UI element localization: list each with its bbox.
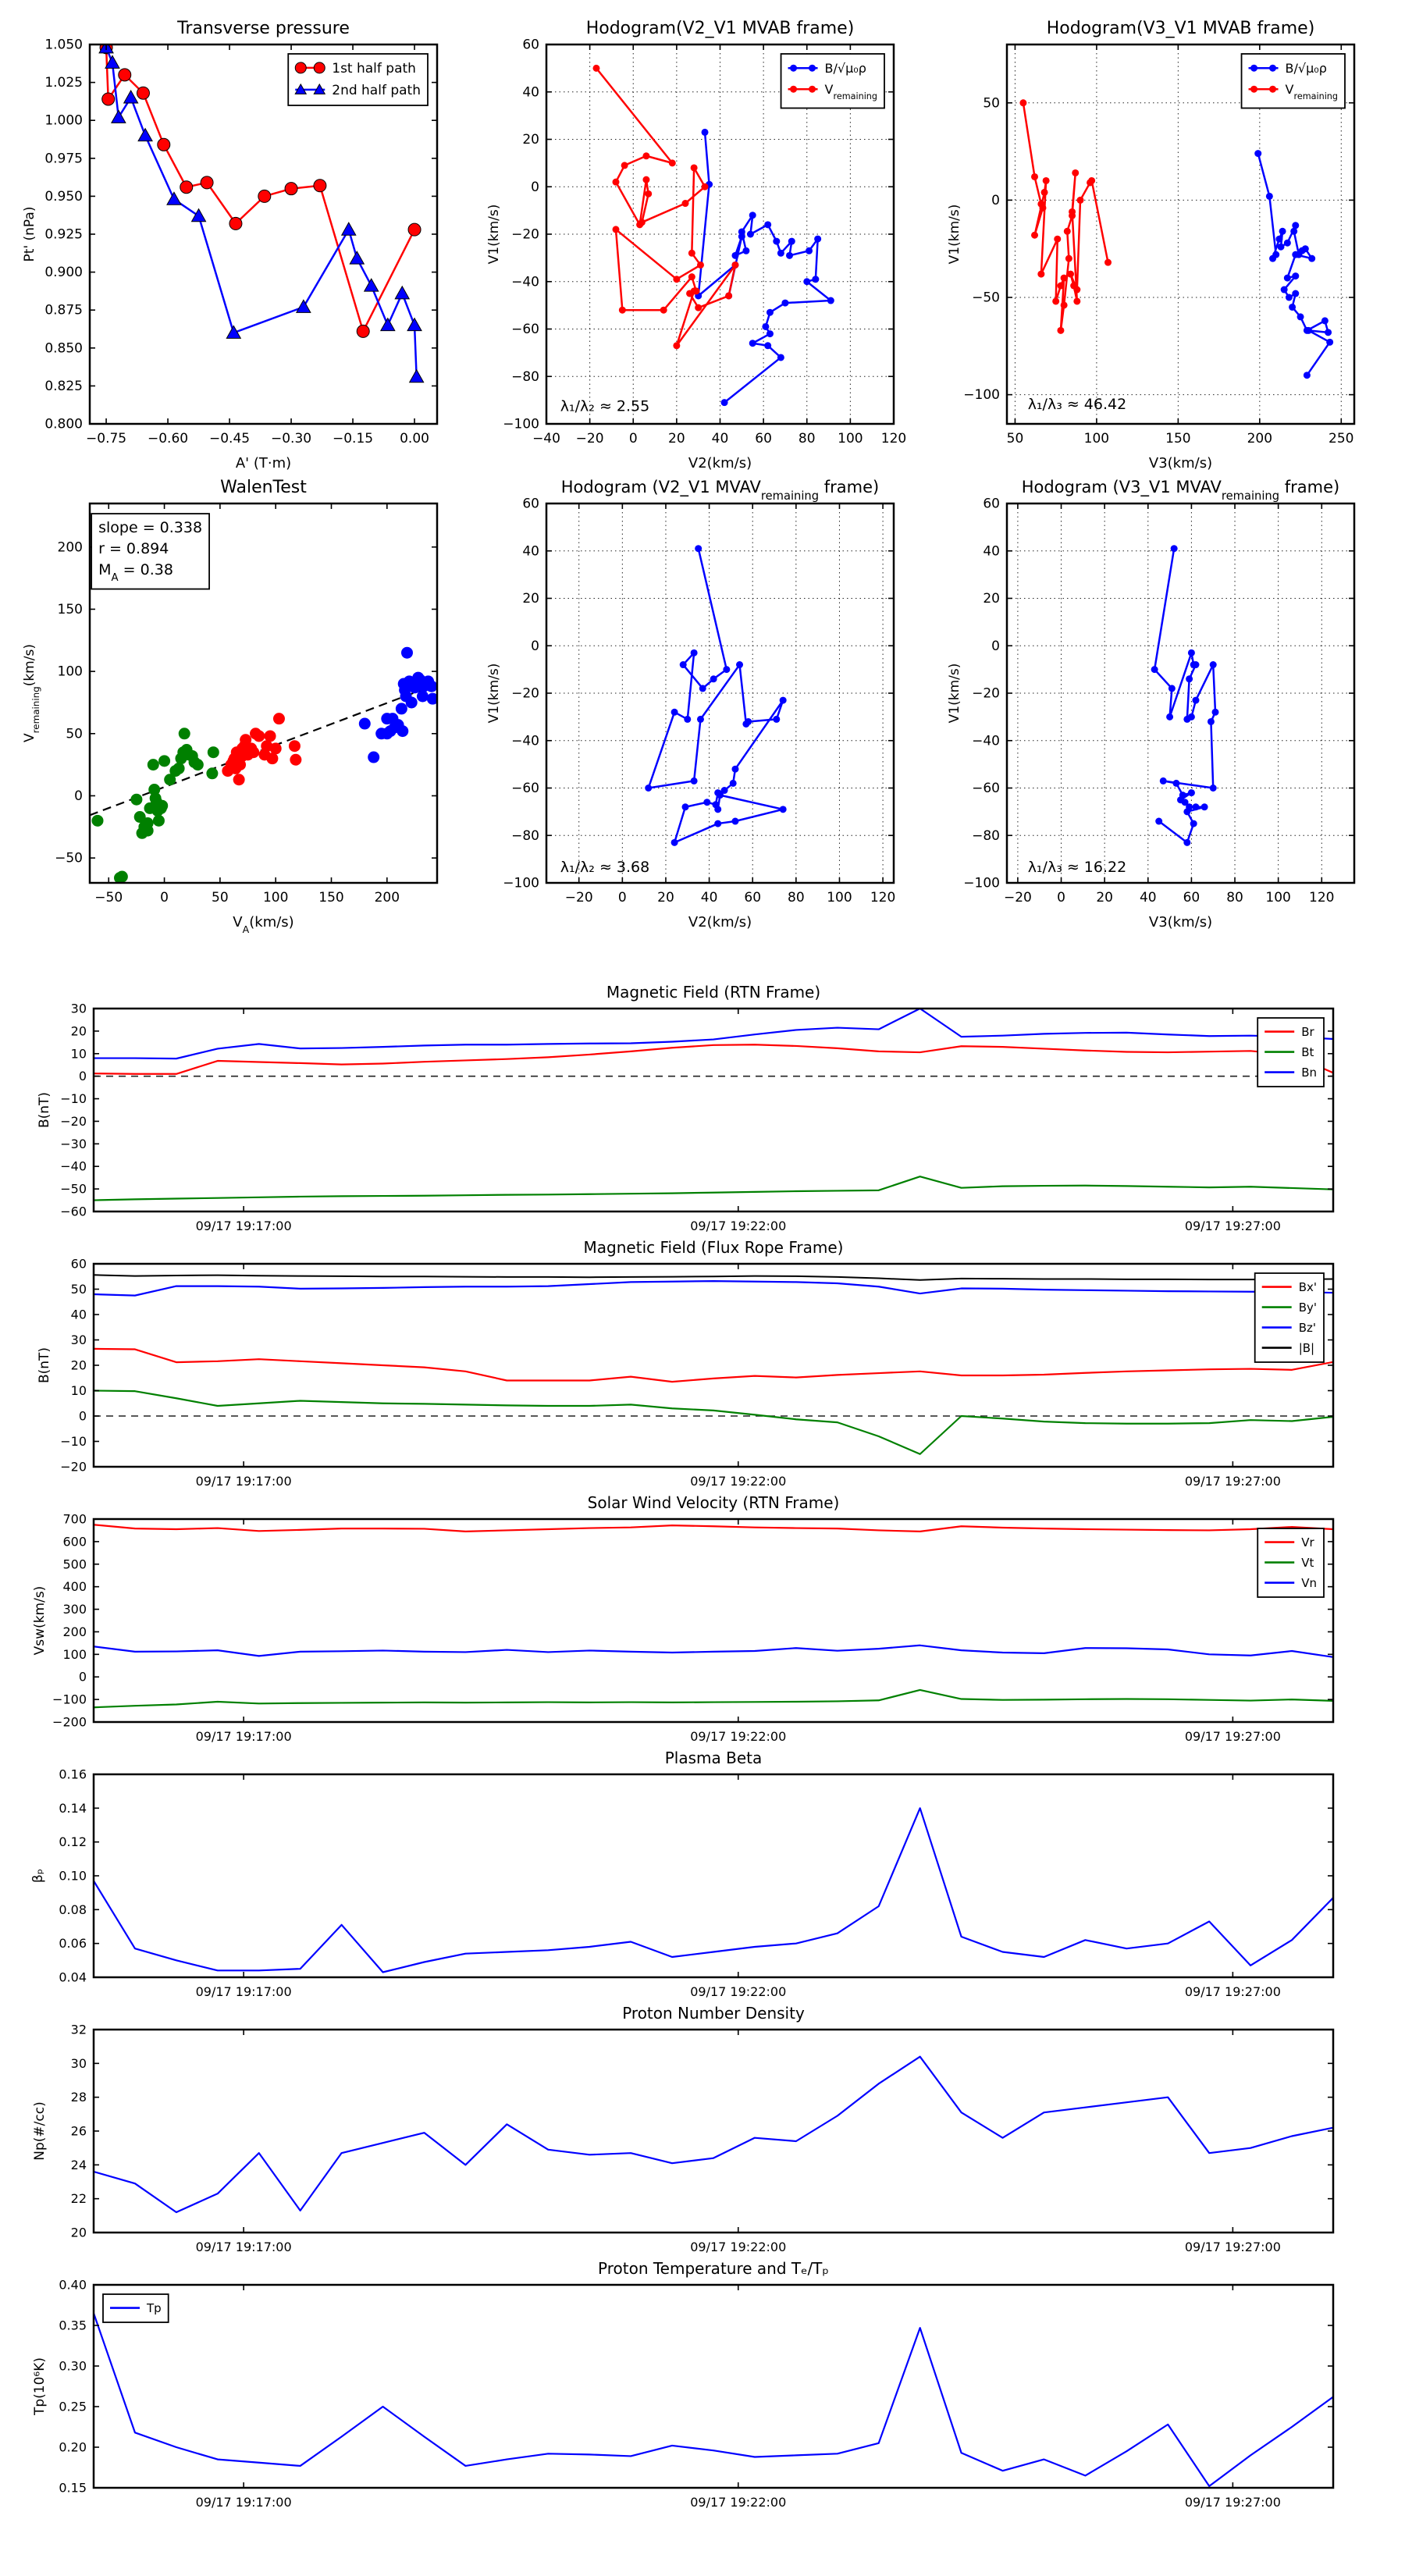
svg-text:V3(km/s): V3(km/s) — [1148, 914, 1213, 930]
svg-text:40: 40 — [522, 84, 539, 101]
svg-text:20: 20 — [70, 1357, 87, 1373]
legend-hodogram-v2v1-mvab — [781, 54, 884, 109]
svg-text:500: 500 — [62, 1557, 87, 1572]
svg-text:0: 0 — [160, 890, 169, 906]
svg-text:Pt' (nPa): Pt' (nPa) — [22, 206, 37, 262]
svg-text:−80: −80 — [972, 827, 1000, 844]
svg-text:60: 60 — [744, 890, 762, 906]
svg-text:0: 0 — [628, 431, 638, 447]
svg-text:300: 300 — [62, 1602, 87, 1617]
svg-text:Bn: Bn — [1301, 1066, 1317, 1080]
svg-text:−30: −30 — [60, 1136, 87, 1151]
svg-text:V2(km/s): V2(km/s) — [688, 455, 752, 471]
svg-text:B(nT): B(nT) — [37, 1091, 52, 1129]
svg-text:−100: −100 — [52, 1692, 87, 1707]
svg-text:09/17 19:17:00: 09/17 19:17:00 — [195, 1474, 292, 1489]
svg-text:50: 50 — [1006, 431, 1024, 447]
svg-text:λ₁/λ₃ ≈ 46.42: λ₁/λ₃ ≈ 46.42 — [1027, 396, 1127, 414]
svg-text:VA(km/s): $V_A(km/s)$ — [233, 914, 294, 935]
svg-text:−20: −20 — [60, 1459, 87, 1475]
svg-text:30: 30 — [70, 1332, 87, 1347]
svg-text:40: 40 — [711, 431, 729, 447]
svg-text:100: 100 — [57, 664, 83, 680]
svg-text:0.20: 0.20 — [59, 2439, 87, 2455]
legend-proton-temperature — [103, 2294, 169, 2322]
svg-text:60: 60 — [755, 431, 772, 447]
chart-proton-number-density — [32, 2004, 1333, 2254]
chart-title-magnetic-field-rtn: Magnetic Field (RTN Frame) — [606, 983, 821, 1002]
annotation-hodogram-v2v1-mvab — [560, 398, 649, 415]
svg-text:−50: −50 — [60, 1181, 87, 1197]
svg-text:0: 0 — [617, 890, 627, 906]
svg-text:22: 22 — [70, 2191, 87, 2207]
svg-text:0: 0 — [991, 192, 1000, 208]
svg-text:0.900: 0.900 — [44, 265, 83, 281]
svg-text:100: 100 — [838, 431, 863, 447]
svg-text:A' (T·m): A' (T·m) — [235, 455, 292, 471]
svg-text:20: 20 — [70, 1023, 87, 1039]
svg-text:0.850: 0.850 — [44, 340, 83, 357]
svg-text:−0.75: −0.75 — [86, 431, 127, 447]
legend-magnetic-field-flux-rope — [1255, 1273, 1324, 1362]
svg-text:40: 40 — [522, 543, 539, 560]
svg-text:50: 50 — [66, 726, 83, 742]
svg-text:−60: −60 — [60, 1204, 87, 1219]
svg-text:50: 50 — [212, 890, 229, 906]
svg-text:40: 40 — [1139, 890, 1157, 906]
chart-title-hodogram-v2v1-mvab: Hodogram(V2_V1 MVAB frame) — [585, 19, 855, 38]
annotation-hodogram-v3v1-mvab — [1028, 396, 1127, 413]
plot-area-solar-wind-velocity — [94, 1525, 1333, 1707]
annotation-hodogram-v2v1-mvav — [560, 859, 649, 876]
svg-text:20: 20 — [1096, 890, 1113, 906]
svg-text:−20: −20 — [60, 1113, 87, 1129]
svg-text:60: 60 — [70, 1256, 87, 1272]
svg-text:λ₁/λ₃ ≈ 16.22: λ₁/λ₃ ≈ 16.22 — [1027, 859, 1127, 877]
chart-title-proton-number-density: Proton Number Density — [622, 2004, 805, 2023]
legend-solar-wind-velocity — [1257, 1528, 1324, 1597]
svg-text:09/17 19:27:00: 09/17 19:27:00 — [1184, 1729, 1281, 1744]
svg-text:100: 100 — [262, 890, 289, 906]
svg-text:26: 26 — [70, 2123, 87, 2139]
svg-text:50: 50 — [983, 95, 1000, 112]
svg-text:−40: −40 — [60, 1158, 87, 1174]
svg-text:0.950: 0.950 — [44, 188, 83, 205]
svg-text:−20: −20 — [972, 685, 1000, 702]
svg-text:20: 20 — [522, 591, 539, 607]
legend-hodogram-v3v1-mvab — [1242, 54, 1345, 109]
chart-walen-test — [22, 478, 437, 935]
svg-text:B(nT): B(nT) — [37, 1347, 52, 1384]
svg-text:−0.45: −0.45 — [208, 431, 251, 447]
chart-plasma-beta — [30, 1749, 1333, 1999]
svg-text:λ₁/λ₂ ≈ 3.68: λ₁/λ₂ ≈ 3.68 — [560, 859, 650, 877]
svg-text:28: 28 — [70, 2090, 87, 2105]
svg-text:0.00: 0.00 — [400, 431, 429, 447]
chart-title-hodogram-v3v1-mvav: Hodogram (V3_V1 $MVAV_{remaining}$ frame) — [1021, 478, 1340, 503]
plot-area-magnetic-field-flux-rope — [94, 1275, 1333, 1453]
svg-text:Vn: Vn — [1301, 1576, 1317, 1590]
svg-text:0: 0 — [531, 179, 539, 195]
svg-text:09/17 19:27:00: 09/17 19:27:00 — [1184, 1984, 1281, 1999]
plot-area-hodogram-v3v1-mvab — [1019, 99, 1333, 379]
svg-text:20: 20 — [668, 431, 685, 447]
svg-text:0.12: 0.12 — [59, 1834, 87, 1850]
svg-text:09/17 19:22:00: 09/17 19:22:00 — [690, 1984, 787, 1999]
chart-hodogram-v3v1-mvab — [947, 19, 1354, 471]
svg-text:1.000: 1.000 — [44, 112, 83, 129]
svg-text:09/17 19:27:00: 09/17 19:27:00 — [1184, 1219, 1281, 1233]
svg-text:Vsw(km/s): Vsw(km/s) — [32, 1585, 48, 1656]
svg-text:Vt: Vt — [1301, 1556, 1314, 1570]
svg-text:βₚ: βₚ — [30, 1868, 46, 1884]
svg-text:−100: −100 — [503, 416, 539, 432]
svg-text:0.08: 0.08 — [59, 1902, 87, 1917]
chart-title-magnetic-field-flux-rope: Magnetic Field (Flux Rope Frame) — [583, 1238, 844, 1257]
svg-text:0: 0 — [1057, 890, 1065, 906]
svg-text:60: 60 — [1183, 890, 1200, 906]
svg-text:0.25: 0.25 — [59, 2399, 87, 2414]
svg-text:By': By' — [1298, 1300, 1317, 1315]
svg-text:0.975: 0.975 — [44, 151, 83, 167]
svg-text:09/17 19:22:00: 09/17 19:22:00 — [690, 1729, 787, 1744]
svg-text:09/17 19:22:00: 09/17 19:22:00 — [690, 1219, 787, 1233]
svg-text:24: 24 — [70, 2157, 87, 2172]
svg-text:−0.15: −0.15 — [332, 431, 374, 447]
svg-text:−20: −20 — [1003, 890, 1032, 906]
svg-text:−200: −200 — [52, 1714, 87, 1730]
svg-text:09/17 19:27:00: 09/17 19:27:00 — [1184, 2240, 1281, 2254]
plot-area-hodogram-v2v1-mvab — [592, 65, 834, 406]
chart-hodogram-v2v1-mvab — [486, 19, 907, 471]
svg-text:−0.60: −0.60 — [148, 431, 189, 447]
chart-magnetic-field-rtn — [37, 983, 1333, 1233]
svg-text:−10: −10 — [60, 1091, 87, 1107]
svg-text:0: 0 — [78, 1069, 87, 1084]
svg-text:V2(km/s): V2(km/s) — [688, 914, 752, 930]
svg-text:−60: −60 — [972, 781, 1000, 796]
svg-text:150: 150 — [57, 601, 83, 617]
svg-text:−60: −60 — [511, 781, 539, 796]
svg-text:0: 0 — [531, 638, 539, 654]
svg-text:Vremaining(km/s): $V_{remaining}(km/s)$ — [22, 644, 41, 742]
chart-title-plasma-beta: Plasma Beta — [664, 1749, 763, 1767]
chart-magnetic-field-flux-rope — [37, 1238, 1333, 1489]
svg-text:−60: −60 — [511, 322, 539, 337]
svg-text:100: 100 — [1265, 890, 1291, 906]
svg-text:0.06: 0.06 — [59, 1936, 87, 1952]
svg-text:V1(km/s): V1(km/s) — [947, 663, 962, 724]
svg-text:0.800: 0.800 — [44, 416, 83, 432]
svg-text:−100: −100 — [503, 875, 539, 891]
svg-text:50: 50 — [70, 1282, 87, 1297]
svg-text:09/17 19:17:00: 09/17 19:17:00 — [195, 1219, 292, 1233]
svg-text:−20: −20 — [564, 890, 593, 906]
svg-text:V1(km/s): V1(km/s) — [486, 204, 502, 265]
svg-text:1.025: 1.025 — [44, 75, 83, 91]
svg-text:0.04: 0.04 — [59, 1969, 87, 1985]
svg-text:−40: −40 — [511, 733, 539, 749]
svg-text:0.40: 0.40 — [59, 2277, 87, 2293]
svg-text:09/17 19:17:00: 09/17 19:17:00 — [195, 2495, 292, 2510]
svg-text:0: 0 — [78, 1669, 87, 1685]
legend-transverse-pressure — [288, 54, 428, 105]
svg-text:100: 100 — [62, 1646, 87, 1662]
svg-text:20: 20 — [522, 132, 539, 148]
chart-title-transverse-pressure: Transverse pressure — [177, 19, 350, 38]
svg-text:1.050: 1.050 — [44, 37, 83, 53]
svg-text:V3(km/s): V3(km/s) — [1148, 455, 1213, 471]
svg-text:0.825: 0.825 — [44, 378, 83, 394]
chart-hodogram-v3v1-mvav — [947, 478, 1354, 930]
svg-text:700: 700 — [62, 1511, 87, 1527]
svg-text:60: 60 — [522, 496, 539, 512]
plot-area-walen-test — [90, 647, 439, 884]
svg-text:120: 120 — [870, 890, 896, 906]
chart-title-walen-test: WalenTest — [220, 478, 307, 497]
svg-text:r = 0.894: r = 0.894 — [98, 540, 169, 558]
svg-text:Bt: Bt — [1301, 1045, 1314, 1059]
svg-text:B/√μ₀ρ: B/√μ₀ρ — [1285, 61, 1327, 76]
svg-text:0.15: 0.15 — [59, 2480, 87, 2496]
svg-text:100: 100 — [1083, 431, 1110, 447]
svg-text:|B|: |B| — [1298, 1341, 1315, 1355]
svg-text:20: 20 — [70, 2225, 87, 2240]
svg-text:200: 200 — [1247, 431, 1273, 447]
svg-text:Bz': Bz' — [1298, 1321, 1316, 1335]
svg-text:−100: −100 — [963, 387, 1000, 404]
svg-text:150: 150 — [318, 890, 344, 906]
svg-text:40: 40 — [983, 543, 1000, 560]
svg-text:−50: −50 — [94, 890, 123, 906]
svg-text:09/17 19:22:00: 09/17 19:22:00 — [690, 2495, 787, 2510]
svg-text:10: 10 — [70, 1046, 87, 1062]
svg-text:−80: −80 — [511, 827, 539, 844]
svg-text:120: 120 — [880, 431, 907, 447]
svg-text:−10: −10 — [60, 1434, 87, 1449]
svg-text:B/√μ₀ρ: B/√μ₀ρ — [824, 61, 866, 76]
svg-text:0.875: 0.875 — [44, 302, 83, 318]
svg-text:200: 200 — [57, 539, 83, 556]
annotation-walen-test — [91, 514, 209, 589]
svg-text:40: 40 — [70, 1307, 87, 1322]
svg-text:200: 200 — [62, 1624, 87, 1639]
svg-text:0.30: 0.30 — [59, 2358, 87, 2374]
svg-text:09/17 19:17:00: 09/17 19:17:00 — [195, 1984, 292, 1999]
svg-text:Vremaining: $V_{remaining}$ — [1285, 82, 1338, 101]
svg-text:1st half path: 1st half path — [332, 61, 416, 76]
svg-text:80: 80 — [788, 890, 805, 906]
svg-text:80: 80 — [1226, 890, 1243, 906]
svg-text:2nd half path: 2nd half path — [332, 83, 421, 98]
annotation-hodogram-v3v1-mvav — [1028, 859, 1127, 876]
plot-area-plasma-beta — [94, 1808, 1333, 1972]
svg-text:60: 60 — [983, 496, 1000, 512]
svg-text:0.10: 0.10 — [59, 1868, 87, 1884]
svg-text:600: 600 — [62, 1534, 87, 1550]
svg-text:−50: −50 — [972, 290, 1000, 306]
svg-text:Br: Br — [1301, 1025, 1314, 1039]
svg-text:−40: −40 — [972, 733, 1000, 749]
plot-area-magnetic-field-rtn — [94, 1009, 1333, 1201]
svg-text:09/17 19:27:00: 09/17 19:27:00 — [1184, 2495, 1281, 2510]
plot-area-proton-temperature — [94, 2313, 1333, 2486]
svg-text:0.35: 0.35 — [59, 2318, 87, 2333]
svg-text:40: 40 — [700, 890, 718, 906]
chart-title-solar-wind-velocity: Solar Wind Velocity (RTN Frame) — [587, 1493, 840, 1512]
chart-solar-wind-velocity — [32, 1493, 1333, 1744]
svg-text:V1(km/s): V1(km/s) — [947, 204, 962, 265]
svg-text:−80: −80 — [511, 368, 539, 385]
svg-text:−50: −50 — [55, 850, 83, 866]
svg-text:30: 30 — [70, 1001, 87, 1016]
svg-text:80: 80 — [798, 431, 816, 447]
svg-text:10: 10 — [70, 1383, 87, 1398]
svg-text:Tp(10⁶K): Tp(10⁶K) — [32, 2357, 48, 2416]
chart-hodogram-v2v1-mvav — [486, 478, 896, 930]
chart-title-hodogram-v2v1-mvav: Hodogram (V2_V1 $MVAV_{remaining}$ frame) — [560, 478, 880, 503]
svg-text:−20: −20 — [511, 226, 539, 243]
svg-text:0.14: 0.14 — [59, 1800, 87, 1816]
legend-magnetic-field-rtn — [1257, 1018, 1324, 1087]
svg-text:0: 0 — [78, 1408, 87, 1424]
svg-text:Vr: Vr — [1301, 1535, 1314, 1550]
svg-text:60: 60 — [522, 37, 539, 53]
svg-text:150: 150 — [1165, 431, 1191, 447]
svg-text:−40: −40 — [511, 274, 539, 290]
svg-text:−20: −20 — [511, 685, 539, 702]
svg-text:250: 250 — [1329, 431, 1354, 447]
svg-text:V1(km/s): V1(km/s) — [486, 663, 502, 724]
svg-text:λ₁/λ₂ ≈ 2.55: λ₁/λ₂ ≈ 2.55 — [560, 397, 650, 415]
svg-text:0: 0 — [991, 638, 1000, 654]
svg-text:30: 30 — [70, 2055, 87, 2071]
svg-text:−40: −40 — [532, 431, 560, 447]
svg-text:09/17 19:27:00: 09/17 19:27:00 — [1184, 1474, 1281, 1489]
svg-text:100: 100 — [827, 890, 852, 906]
svg-text:200: 200 — [374, 890, 400, 906]
svg-text:MA = 0.38: $M_A = 0.38$ — [98, 561, 173, 584]
svg-text:120: 120 — [1309, 890, 1335, 906]
plot-area-hodogram-v3v1-mvav — [1151, 545, 1219, 846]
svg-text:Vremaining: $V_{remaining}$ — [824, 82, 877, 101]
svg-text:400: 400 — [62, 1579, 87, 1595]
svg-text:0.925: 0.925 — [44, 226, 83, 243]
svg-text:Np(#/cc): Np(#/cc) — [32, 2101, 48, 2161]
svg-text:−20: −20 — [575, 431, 604, 447]
svg-text:Bx': Bx' — [1298, 1280, 1317, 1294]
chart-transverse-pressure — [22, 19, 437, 471]
svg-text:0.16: 0.16 — [59, 1767, 87, 1782]
svg-text:20: 20 — [983, 591, 1000, 607]
svg-text:09/17 19:22:00: 09/17 19:22:00 — [690, 2240, 787, 2254]
chart-proton-temperature — [32, 2259, 1333, 2510]
svg-text:0: 0 — [74, 788, 83, 804]
svg-text:Tp: Tp — [147, 2301, 162, 2315]
plot-area-proton-number-density — [94, 2057, 1333, 2212]
svg-text:slope = 0.338: slope = 0.338 — [98, 519, 203, 537]
svg-text:09/17 19:17:00: 09/17 19:17:00 — [195, 1729, 292, 1744]
svg-text:32: 32 — [70, 2022, 87, 2037]
svg-text:09/17 19:17:00: 09/17 19:17:00 — [195, 2240, 292, 2254]
svg-text:−0.30: −0.30 — [270, 431, 312, 447]
chart-title-hodogram-v3v1-mvab: Hodogram(V3_V1 MVAB frame) — [1046, 19, 1315, 38]
svg-text:−100: −100 — [963, 875, 1000, 891]
svg-text:09/17 19:22:00: 09/17 19:22:00 — [690, 1474, 787, 1489]
svg-text:20: 20 — [657, 890, 674, 906]
chart-title-proton-temperature: Proton Temperature and Tₑ/Tₚ — [598, 2259, 829, 2278]
